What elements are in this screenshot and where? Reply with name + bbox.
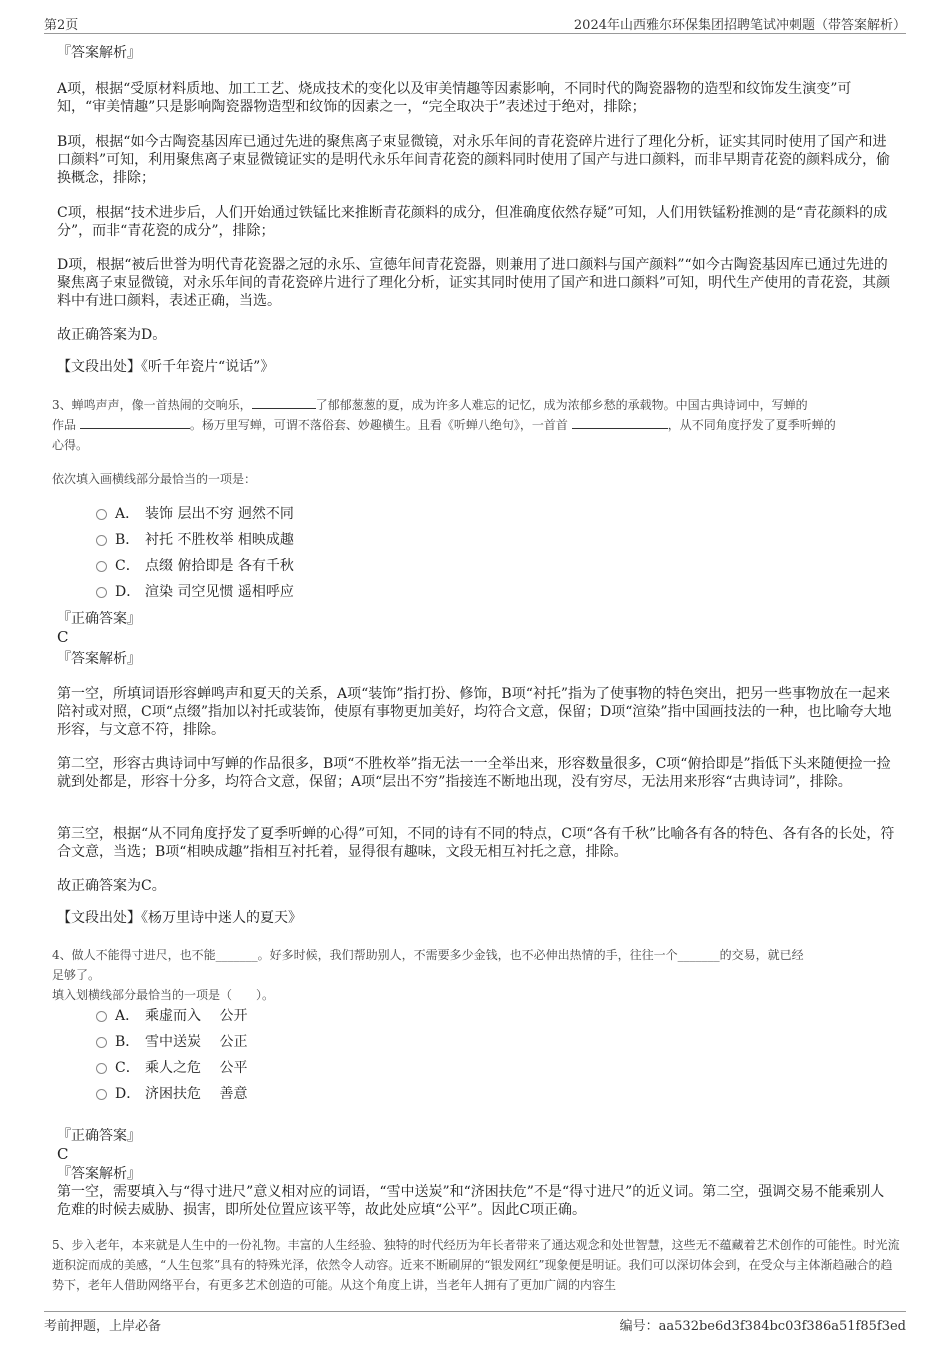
page-number: 第2页 [44,18,79,33]
document-title: 2024年山西雅尔环保集团招聘笔试冲刺题（带答案解析） [573,18,906,33]
q3-option-c[interactable] [96,556,294,576]
header-divider [44,33,906,34]
footer-slogan: 考前押题，上岸必备 [44,1319,162,1334]
q3-instruction: 依次填入画横线部分最恰当的一项是： [52,472,257,486]
option-text: 渲染 司空见惯 遥相呼应 [145,584,294,600]
q3-conclusion-block [57,877,895,895]
q4-analysis-label: 『答案解析』 [57,1166,141,1182]
q3-analysis-2-block [57,755,895,791]
q2-analysis-b: B项，根据“如今古陶瓷基因库已通过先进的聚焦离子束显微镜，对永乐年间的青花瓷碎片进行了理化分析，证实其同时使用了国产和进口颜料”可知，利用聚焦离子束显微镜证实的是明代永乐年间青花瓷的颜料同时使用了国产与进口颜料，而非早期青花瓷的颜料成分，偷换概念，排除； [57,134,891,186]
q3-source: 【文段出处】《杨万里诗中迷人的夏天》 [57,910,302,926]
q4-option-d[interactable] [96,1084,247,1104]
q3-correct-answer: C [57,628,69,646]
q3-stem-part-2: 了郁郁葱葱的夏，成为许多人难忘的记忆，成为浓郁乡愁的承载物。中国古典诗词中，写蝉的 [315,398,808,412]
q3-correct-label: 『正确答案』 [57,611,141,627]
q3-analysis-1: 第一空，所填词语形容蝉鸣声和夏天的关系，A项“装饰”指打扮、修饰，B项“衬托”指为了使事物的特色突出，把另一些事物放在一起来陪衬或对照，C项“点缀”指加以衬托或装饰，使原有事物更加美好，均符合文意，保留；D项“渲染”指中国画技法的一种，也比喻夸大地形容，与文意不符，排除。 [57,686,892,738]
q3-stem-part-5: ，从不同角度抒发了夏季听蝉的 [667,418,836,432]
option-text: 雪中送炭 公正 [145,1034,248,1050]
q3-analysis-3: 第三空，根据“从不同角度抒发了夏季听蝉的心得”可知，不同的诗有不同的特点，C项“各有千秋”比喻各有各的特色、各有各的长处，符合文意，当选；B项“相映成趣”指相互衬托着，显得很有趣味，文段无相互衬托之意，排除。 [57,826,895,860]
q4-option-b[interactable] [96,1032,247,1052]
q4-stem-part-2: 足够了。 [52,968,101,982]
q4-stem [52,945,900,1005]
q3-analysis-label: 『答案解析』 [57,651,141,667]
q3-analysis-2: 第二空，形容古典诗词中写蝉的作品很多，B项“不胜枚举”指无法一一全举出来，形容数量很多，C项“俯拾即是”指低下头来随便捡一捡就到处都是，形容十分多，均符合文意，保留；A项“层出不穷”指接连不断地出现，没有穷尽，无法用来形容“古典诗词”，排除。 [57,756,891,790]
option-letter: A． [115,506,140,522]
q2-source: 【文段出处】《听千年瓷片“说话”》 [57,359,275,375]
q4-instruction: 填入划横线部分最恰当的一项是（ ）。 [52,988,275,1002]
q2-analysis-a-block [57,80,895,116]
q3-option-a[interactable] [96,504,294,524]
option-letter: C． [115,1060,140,1076]
radio-icon[interactable] [96,587,107,598]
radio-icon[interactable] [96,509,107,520]
q4-option-a[interactable] [96,1006,247,1026]
q3-blank-1 [252,396,316,409]
q3-correct-answer-block [57,628,895,646]
option-letter: B． [115,1034,140,1050]
page-header [44,14,906,34]
q4-analysis: 第一空，需要填入与“得寸进尺”意义相对应的词语，“雪中送炭”和“济困扶危”不是“得寸进尺”的近义词。第二空，强调交易不能乘别人危难的时候去威胁、损害，即所处位置应该平等，故此处应填“公平”。因此C项正确。 [57,1184,885,1218]
q3-correct-label-block [57,610,895,628]
option-letter: A． [115,1008,140,1024]
q3-option-d[interactable] [96,582,294,602]
q3-conclusion: 故正确答案为C。 [57,878,166,894]
q4-correct-answer-block [57,1145,895,1163]
q2-conclusion: 故正确答案为D。 [57,327,167,343]
q2-analysis-label-block [57,44,895,62]
q4-analysis-block [57,1183,895,1219]
option-text: 衬托 不胜枚举 相映成趣 [145,532,294,548]
q5-stem [52,1235,900,1299]
q3-analysis-3-block [57,825,895,861]
radio-icon[interactable] [96,535,107,546]
option-text: 装饰 层出不穷 迥然不同 [145,506,294,522]
q4-correct-answer: C [57,1145,69,1163]
option-letter: B． [115,532,140,548]
q2-analysis-c-block [57,204,895,240]
radio-icon[interactable] [96,1089,107,1100]
q3-option-b[interactable] [96,530,294,550]
q2-analysis-d-block [57,256,895,310]
option-letter: D． [115,1086,141,1102]
radio-icon[interactable] [96,1011,107,1022]
q3-stem-part-4: 。杨万里写蝉，可谓不落俗套、妙趣横生。且看《听蝉八绝句》，一首首 [189,418,568,432]
q4-correct-label: 『正确答案』 [57,1128,141,1144]
q3-stem-part-6: 心得。 [52,438,89,452]
option-text: 乘人之危 公平 [145,1060,248,1076]
q3-blank-2 [80,416,190,429]
footer-divider [44,1311,906,1312]
q4-analysis-label-block [57,1165,895,1183]
q4-option-c[interactable] [96,1058,247,1078]
option-letter: D． [115,584,141,600]
radio-icon[interactable] [96,1037,107,1048]
q4-stem-part-1: 4、做人不能得寸进尺，也不能_______。好多时候，我们帮助别人，不需要多少金钱，也不必伸出热情的手，往往一个_______的交易，就已经 [52,948,804,962]
q3-source-block [57,909,895,927]
q4-correct-label-block [57,1127,895,1145]
q3-instruction-block [52,469,890,489]
q2-source-block [57,358,895,376]
q2-analysis-label: 『答案解析』 [57,45,141,61]
q3-analysis-1-block [57,685,895,739]
option-text: 乘虚而入 公开 [145,1008,248,1024]
q5-text: 5、步入老年，本来就是人生中的一份礼物。丰富的人生经验、独特的时代经历为年长者带来了通达观念和处世智慧，这些无不蕴藏着艺术创作的可能性。时光流逝积淀而成的美感，“人生包浆”具有的特殊光泽，依然令人动容。近来不断刷屏的“银发网红”现象便是明证。我们可以深切体会到，在受众与主体渐趋融合的趋势下，老年人借助网络平台，有更多艺术创造的可能。从这个角度上讲，当老年人拥有了更加广阔的内容生 [52,1238,900,1292]
q3-stem [52,395,900,455]
option-letter: C． [115,558,140,574]
option-text: 济困扶危 善意 [145,1086,248,1102]
option-text: 点缀 俯拾即是 各有千秋 [145,558,294,574]
q2-conclusion-block [57,326,895,344]
radio-icon[interactable] [96,1063,107,1074]
q2-analysis-d: D项，根据“被后世誉为明代青花瓷器之冠的永乐、宣德年间青花瓷器，则兼用了进口颜料与国产颜料”“如今古陶瓷基因库已通过先进的聚焦离子束显微镜，对永乐年间的青花瓷碎片进行了理化分析，证实其同时使用了国产和进口颜料”可知，明代生产使用的青花瓷，其颜料中有进口颜料，表述正确，当选。 [57,257,891,309]
document-id: 编号：aa532be6d3f384bc03f386a51f85f3ed [619,1319,906,1334]
q2-analysis-b-block [57,133,895,187]
q3-stem-part-1: 3、蝉鸣声声，像一首热闹的交响乐， [52,398,252,412]
q3-blank-3 [572,416,668,429]
q2-analysis-c: C项，根据“技术进步后，人们开始通过铁锰比来推断青花颜料的成分，但准确度依然存疑”可知，人们用铁锰粉推测的是“青花颜料的成分”，而非“青花瓷的成分”，排除； [57,205,888,239]
q3-analysis-label-block [57,650,895,668]
radio-icon[interactable] [96,561,107,572]
q3-stem-part-3: 作品 [52,418,77,432]
q2-analysis-a: A项，根据“受原材料质地、加工工艺、烧成技术的变化以及审美情趣等因素影响，不同时代的陶瓷器物的造型和纹饰发生演变”可知，“审美情趣”只是影响陶瓷器物造型和纹饰的因素之一，“完全取决于”表述过于绝对，排除； [57,81,852,115]
